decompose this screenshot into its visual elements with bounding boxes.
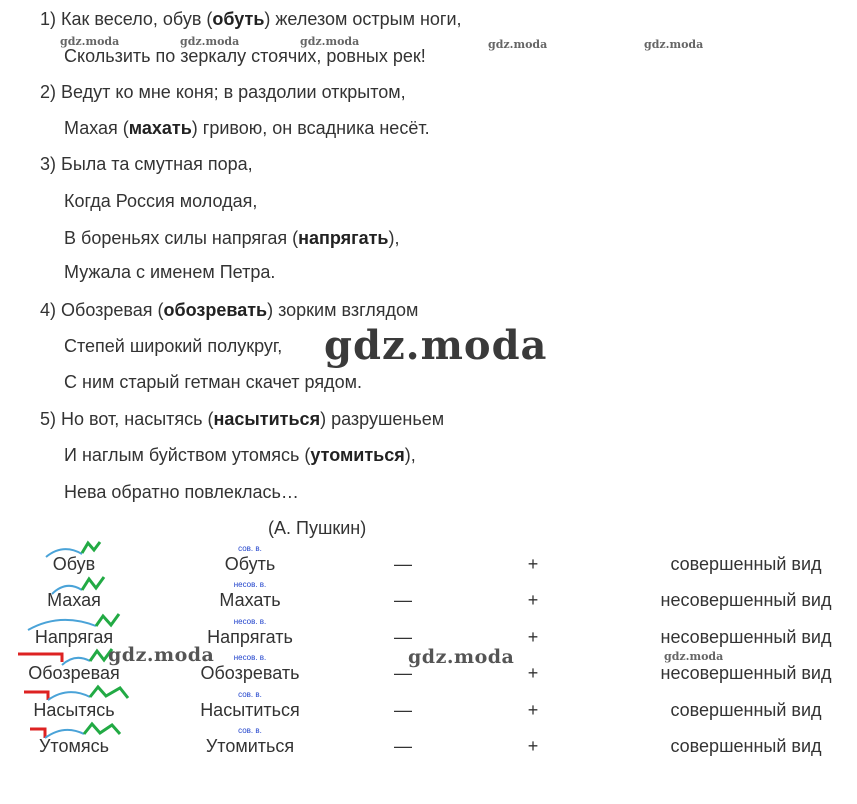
- table-infinitive: Насытиться: [200, 700, 300, 720]
- stanza-4-line-3: С ним старый гетман скачет рядом.: [64, 372, 362, 392]
- bold-verb: утомиться: [310, 445, 405, 465]
- suffix-mark: [82, 577, 104, 590]
- table-plus: +: [527, 627, 539, 647]
- aspect-note: несов. в.: [233, 617, 267, 626]
- stanza-3-line-4: Мужала с именем Петра.: [64, 262, 276, 282]
- table-plus: +: [527, 736, 539, 756]
- table-aspect: несовершенный вид: [660, 590, 832, 610]
- prefix-mark: [18, 654, 62, 662]
- bold-verb: обуть: [212, 9, 265, 29]
- stanza-5-line-2: И наглым буйством утомясь (утомиться),: [64, 445, 416, 465]
- suffix-mark: [84, 724, 120, 734]
- aspect-note: несов. в.: [233, 653, 267, 662]
- stanza-3-line-2: Когда Россия молодая,: [64, 191, 258, 211]
- suffix-mark: [96, 614, 119, 626]
- table-dash: —: [394, 700, 412, 720]
- bold-verb: насытиться: [213, 409, 321, 429]
- root-arc: [52, 586, 82, 594]
- stanza-2-line-1: 2) Ведут ко мне коня; в раздолии открытом,: [40, 82, 406, 102]
- stanza-2-line-2: Махая (махать) гривою, он всадника несёт.: [64, 118, 430, 138]
- prefix-mark: [30, 729, 45, 738]
- watermark: gdz.moda: [408, 646, 515, 668]
- table-aspect: совершенный вид: [670, 554, 822, 574]
- table-word: Махая: [47, 590, 101, 610]
- watermark: gdz.moda: [488, 38, 548, 51]
- table-word: Обозревая: [28, 663, 120, 683]
- watermark: gdz.moda: [108, 644, 215, 666]
- aspect-note: несов. в.: [233, 580, 267, 589]
- stanza-1-line-2: Скользить по зеркалу стоячих, ровных рек!: [64, 46, 426, 66]
- table-plus: +: [527, 590, 539, 610]
- stanza-1-line-1: 1) Как весело, обув (обуть) железом острым ноги,: [40, 9, 462, 29]
- table-infinitive: Обуть: [224, 554, 276, 574]
- suffix-mark: [90, 687, 128, 698]
- table-word: Напрягая: [34, 627, 114, 647]
- suffix-mark: [82, 542, 100, 553]
- bold-verb: напрягать: [298, 228, 389, 248]
- table-dash: —: [394, 663, 412, 683]
- root-arc: [46, 549, 82, 557]
- stanza-3-line-3: В бореньях силы напрягая (напрягать),: [64, 228, 400, 248]
- table-dash: —: [394, 590, 412, 610]
- table-infinitive: Махать: [219, 590, 281, 610]
- table-plus: +: [527, 554, 539, 574]
- table-word: Насытясь: [33, 700, 115, 720]
- root-arc: [28, 620, 96, 630]
- root-arc: [45, 730, 84, 738]
- prefix-mark: [24, 692, 48, 700]
- watermark: gdz.moda: [300, 35, 360, 48]
- table-plus: +: [527, 700, 539, 720]
- table-aspect: несовершенный вид: [660, 663, 832, 683]
- table-aspect: совершенный вид: [670, 736, 822, 756]
- aspect-note: сов. в.: [238, 544, 262, 553]
- watermark: gdz.moda: [60, 35, 120, 48]
- watermark: gdz.moda: [180, 35, 240, 48]
- bold-verb: махать: [128, 118, 192, 138]
- stanza-5-line-1: 5) Но вот, насытясь (насытиться) разрушеньем: [40, 409, 445, 429]
- table-aspect: совершенный вид: [670, 700, 822, 720]
- table-word: Обув: [52, 554, 96, 574]
- table-dash: —: [394, 627, 412, 647]
- table-aspect: несовершенный вид: [660, 627, 832, 647]
- table-plus: +: [527, 663, 539, 683]
- watermark: gdz.moda: [664, 650, 724, 663]
- bold-verb: обозревать: [163, 300, 268, 320]
- stanza-4-line-2: Степей широкий полукруг,: [64, 336, 283, 356]
- author-attribution: (А. Пушкин): [268, 518, 367, 538]
- table-infinitive: Утомиться: [205, 736, 295, 756]
- table-infinitive: Напрягать: [207, 627, 293, 647]
- aspect-note: сов. в.: [238, 726, 262, 735]
- aspect-note: сов. в.: [238, 690, 262, 699]
- table-dash: —: [394, 736, 412, 756]
- table-word: Утомясь: [39, 736, 109, 756]
- table-dash: —: [394, 554, 412, 574]
- stanza-4-line-1: 4) Обозревая (обозревать) зорким взглядом: [40, 300, 419, 320]
- stanza-5-line-3: Нева обратно повлеклась…: [64, 482, 299, 502]
- stanza-3-line-1: 3) Была та смутная пора,: [40, 154, 253, 174]
- table-infinitive: Обозревать: [200, 663, 300, 683]
- watermark-large: gdz.moda: [324, 322, 548, 369]
- root-arc: [48, 692, 90, 700]
- watermark: gdz.moda: [644, 38, 704, 51]
- root-arc: [62, 658, 90, 665]
